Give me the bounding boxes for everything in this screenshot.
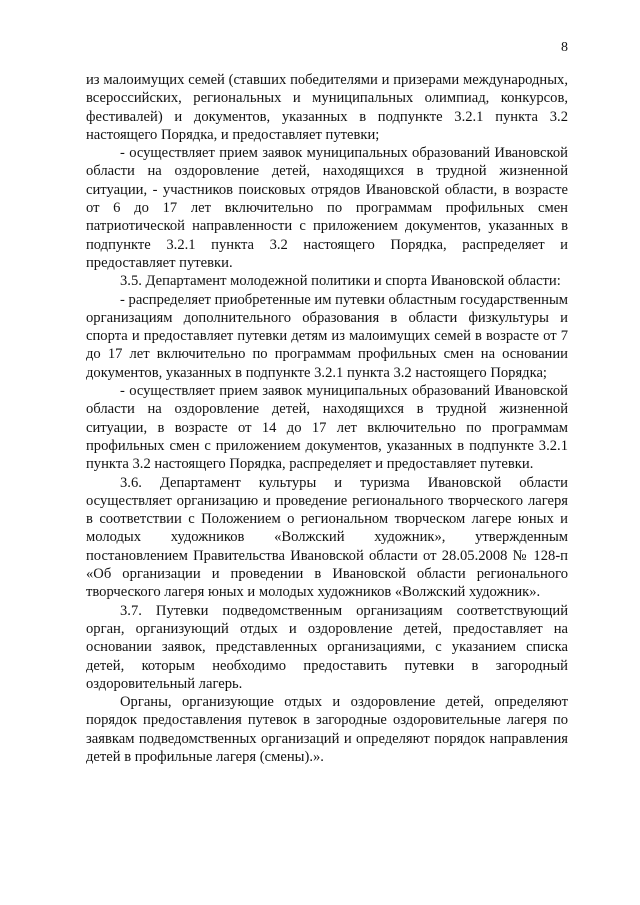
paragraph-section-3-6: 3.6. Департамент культуры и туризма Ивановской области осуществляет организацию и проведение регионального творческого лагеря в соответствии с Положением о региональном творческом лагере юных и молодых художников «Волжский художник», утвержденным постановлением Правительства Ивановской области от 28.05.2008 № 128-п «Об организации и проведении в Ивановской области регионального творческого лагеря юных и молодых художников «Волжский художник».	[86, 474, 568, 601]
paragraph-sport-distribution: - распределяет приобретенные им путевки областным государственным организациям дополнительного образования в области физкультуры и спорта и предоставляет путевки детям из малоимущих семей в возрасте от 7 до 17 лет включительно по программам профильных смен на основании документов, указанных в подпункте 3.2.1 пункта 3.2 настоящего Порядка;	[86, 291, 568, 381]
paragraph-continuation: из малоимущих семей (ставших победителями и призерами международных, всероссийских, региональных и муниципальных олимпиад, конкурсов, фестивалей) и документов, указанных в подпункте 3.2.1 пункта 3.2 настоящего Порядка, и предоставляет путевки;	[86, 72, 568, 143]
paragraph-closing: Органы, организующие отдых и оздоровление детей, определяют порядок предоставления путевок в загородные оздоровительные лагеря по заявкам подведомственных организаций и определяют порядок направления детей в профильные лагеря (смены).».	[86, 694, 568, 765]
paragraph-section-3-7: 3.7. Путевки подведомственным организациям соответствующий орган, организующий отдых и оздоровление детей, предоставляет на основании заявок, представленных организациями, с указанием списка детей, которым необходимо предоставить путевки в загородный оздоровительный лагерь.	[86, 602, 568, 692]
paragraph-search-squads: - осуществляет прием заявок муниципальных образований Ивановской области на оздоровление детей, находящихся в трудной жизненной ситуации, - участников поисковых отрядов Ивановской области, в возрасте от 6 до 17 лет включительно по программам профильных смен патриотической направленности с приложением документов, указанных в подпункте 3.2.1 пункта 3.2 настоящего Порядка, распределяет и предоставляет путевки.	[86, 145, 568, 271]
document-body	[86, 71, 568, 766]
page-number: 8	[561, 40, 568, 55]
paragraph-section-3-5: 3.5. Департамент молодежной политики и спорта Ивановской области:	[120, 273, 561, 290]
paragraph-sport-applications: - осуществляет прием заявок муниципальных образований Ивановской области на оздоровление детей, находящихся в трудной жизненной ситуации, в возрасте от 14 до 17 лет включительно по программам профильных смен с приложением документов, указанных в подпункте 3.2.1 пункта 3.2 настоящего Порядка, распределяет и предоставляет путевки.	[86, 383, 568, 473]
